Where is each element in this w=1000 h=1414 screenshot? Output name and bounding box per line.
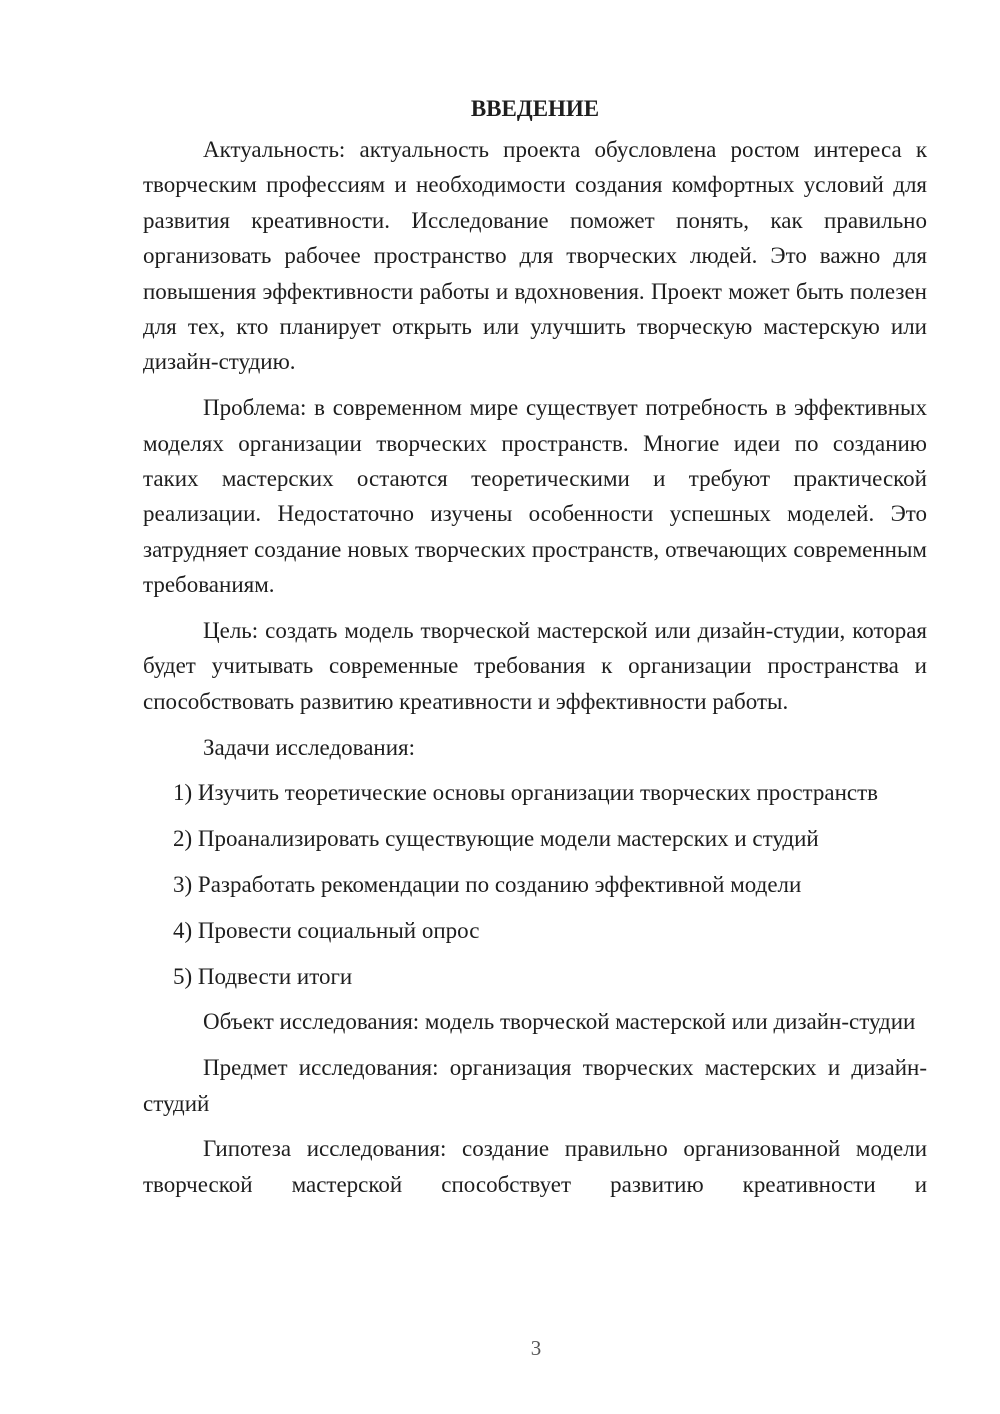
hypothesis-paragraph: Гипотеза исследования: создание правильно организованной модели творческой мастерской способствует развитию креативности и xyxy=(143,1136,927,1197)
document-page xyxy=(143,92,927,1202)
page-number: 3 xyxy=(530,1336,542,1360)
task-item-5: 5) Подвести итоги xyxy=(173,963,353,989)
tasks-heading: Задачи исследования: xyxy=(203,734,416,760)
goal-paragraph: Цель: создать модель творческой мастерской или дизайн-студии, которая будет учитывать современные требования к организации пространства и способствовать развитию креативности и эффективности работы. xyxy=(143,618,927,714)
task-item-4: 4) Провести социальный опрос xyxy=(173,917,480,943)
task-item-1: 1) Изучить теоретические основы организации творческих пространств xyxy=(173,780,879,806)
subject-paragraph: Предмет исследования: организация творческих мастерских и дизайн-студий xyxy=(143,1055,927,1116)
object-paragraph: Объект исследования: модель творческой мастерской или дизайн-студии xyxy=(203,1009,916,1035)
problem-paragraph: Проблема: в современном мире существует потребность в эффективных моделях организации творческих пространств. Многие идеи по созданию таких мастерских остаются теоретическими и требуют практической реализации. Недостаточно изучены особенности успешных моделей. Это затрудняет создание новых творческих пространств, отвечающих современным требованиям. xyxy=(143,395,927,598)
task-item-2: 2) Проанализировать существующие модели мастерских и студий xyxy=(173,826,819,852)
page-title: ВВЕДЕНИЕ xyxy=(470,96,600,121)
relevance-paragraph: Актуальность: актуальность проекта обусловлена ростом интереса к творческим профессиям и необходимости создания комфортных условий для развития креативности. Исследование поможет понять, как правильно организовать рабочее пространство для творческих людей. Это важно для повышения эффективности работы и вдохновения. Проект может быть полезен для тех, кто планирует открыть или улучшить творческую мастерскую или дизайн-студию. xyxy=(143,137,927,375)
task-item-3: 3) Разработать рекомендации по созданию эффективной модели xyxy=(173,872,802,898)
